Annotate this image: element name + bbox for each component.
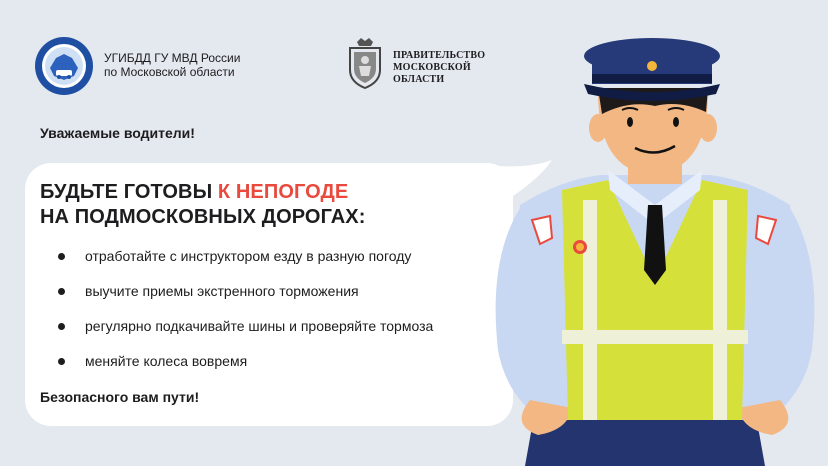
org-name-gibdd-line2: по Московской области [104, 65, 235, 79]
headline-line2: НА ПОДМОСКОВНЫХ ДОРОГАХ: [40, 206, 366, 228]
org-name-government-line1: ПРАВИТЕЛЬСТВО [393, 50, 486, 61]
org-name-government [393, 50, 485, 86]
org-name-gibdd [104, 51, 240, 79]
farewell: Безопасного вам пути! [40, 389, 200, 405]
greeting: Уважаемые водители! [40, 125, 195, 141]
org-name-government-line2: МОСКОВСКОЙ [393, 62, 471, 73]
tip-item: меняйте колеса вовремя [40, 351, 433, 386]
tip-item: выучите приемы экстренного торможения [40, 281, 433, 316]
headline-line1 [40, 180, 366, 205]
tip-item: отработайте с инструктором езду в разную погоду [40, 246, 433, 281]
headline-accent: К НЕПОГОДЕ [217, 181, 349, 203]
tips-list [40, 246, 433, 386]
headline [40, 180, 366, 230]
headline-part1: БУДЬТЕ ГОТОВЫ [40, 181, 218, 203]
org-name-government-line3: ОБЛАСТИ [393, 74, 445, 85]
traffic-officer-illustration [480, 30, 828, 466]
gibdd-emblem-icon [34, 36, 94, 96]
org-name-gibdd-line1: УГИБДД ГУ МВД России [104, 51, 241, 65]
tip-item: регулярно подкачивайте шины и проверяйте тормоза [40, 316, 433, 351]
moscow-region-coat-of-arms-icon [344, 36, 386, 90]
